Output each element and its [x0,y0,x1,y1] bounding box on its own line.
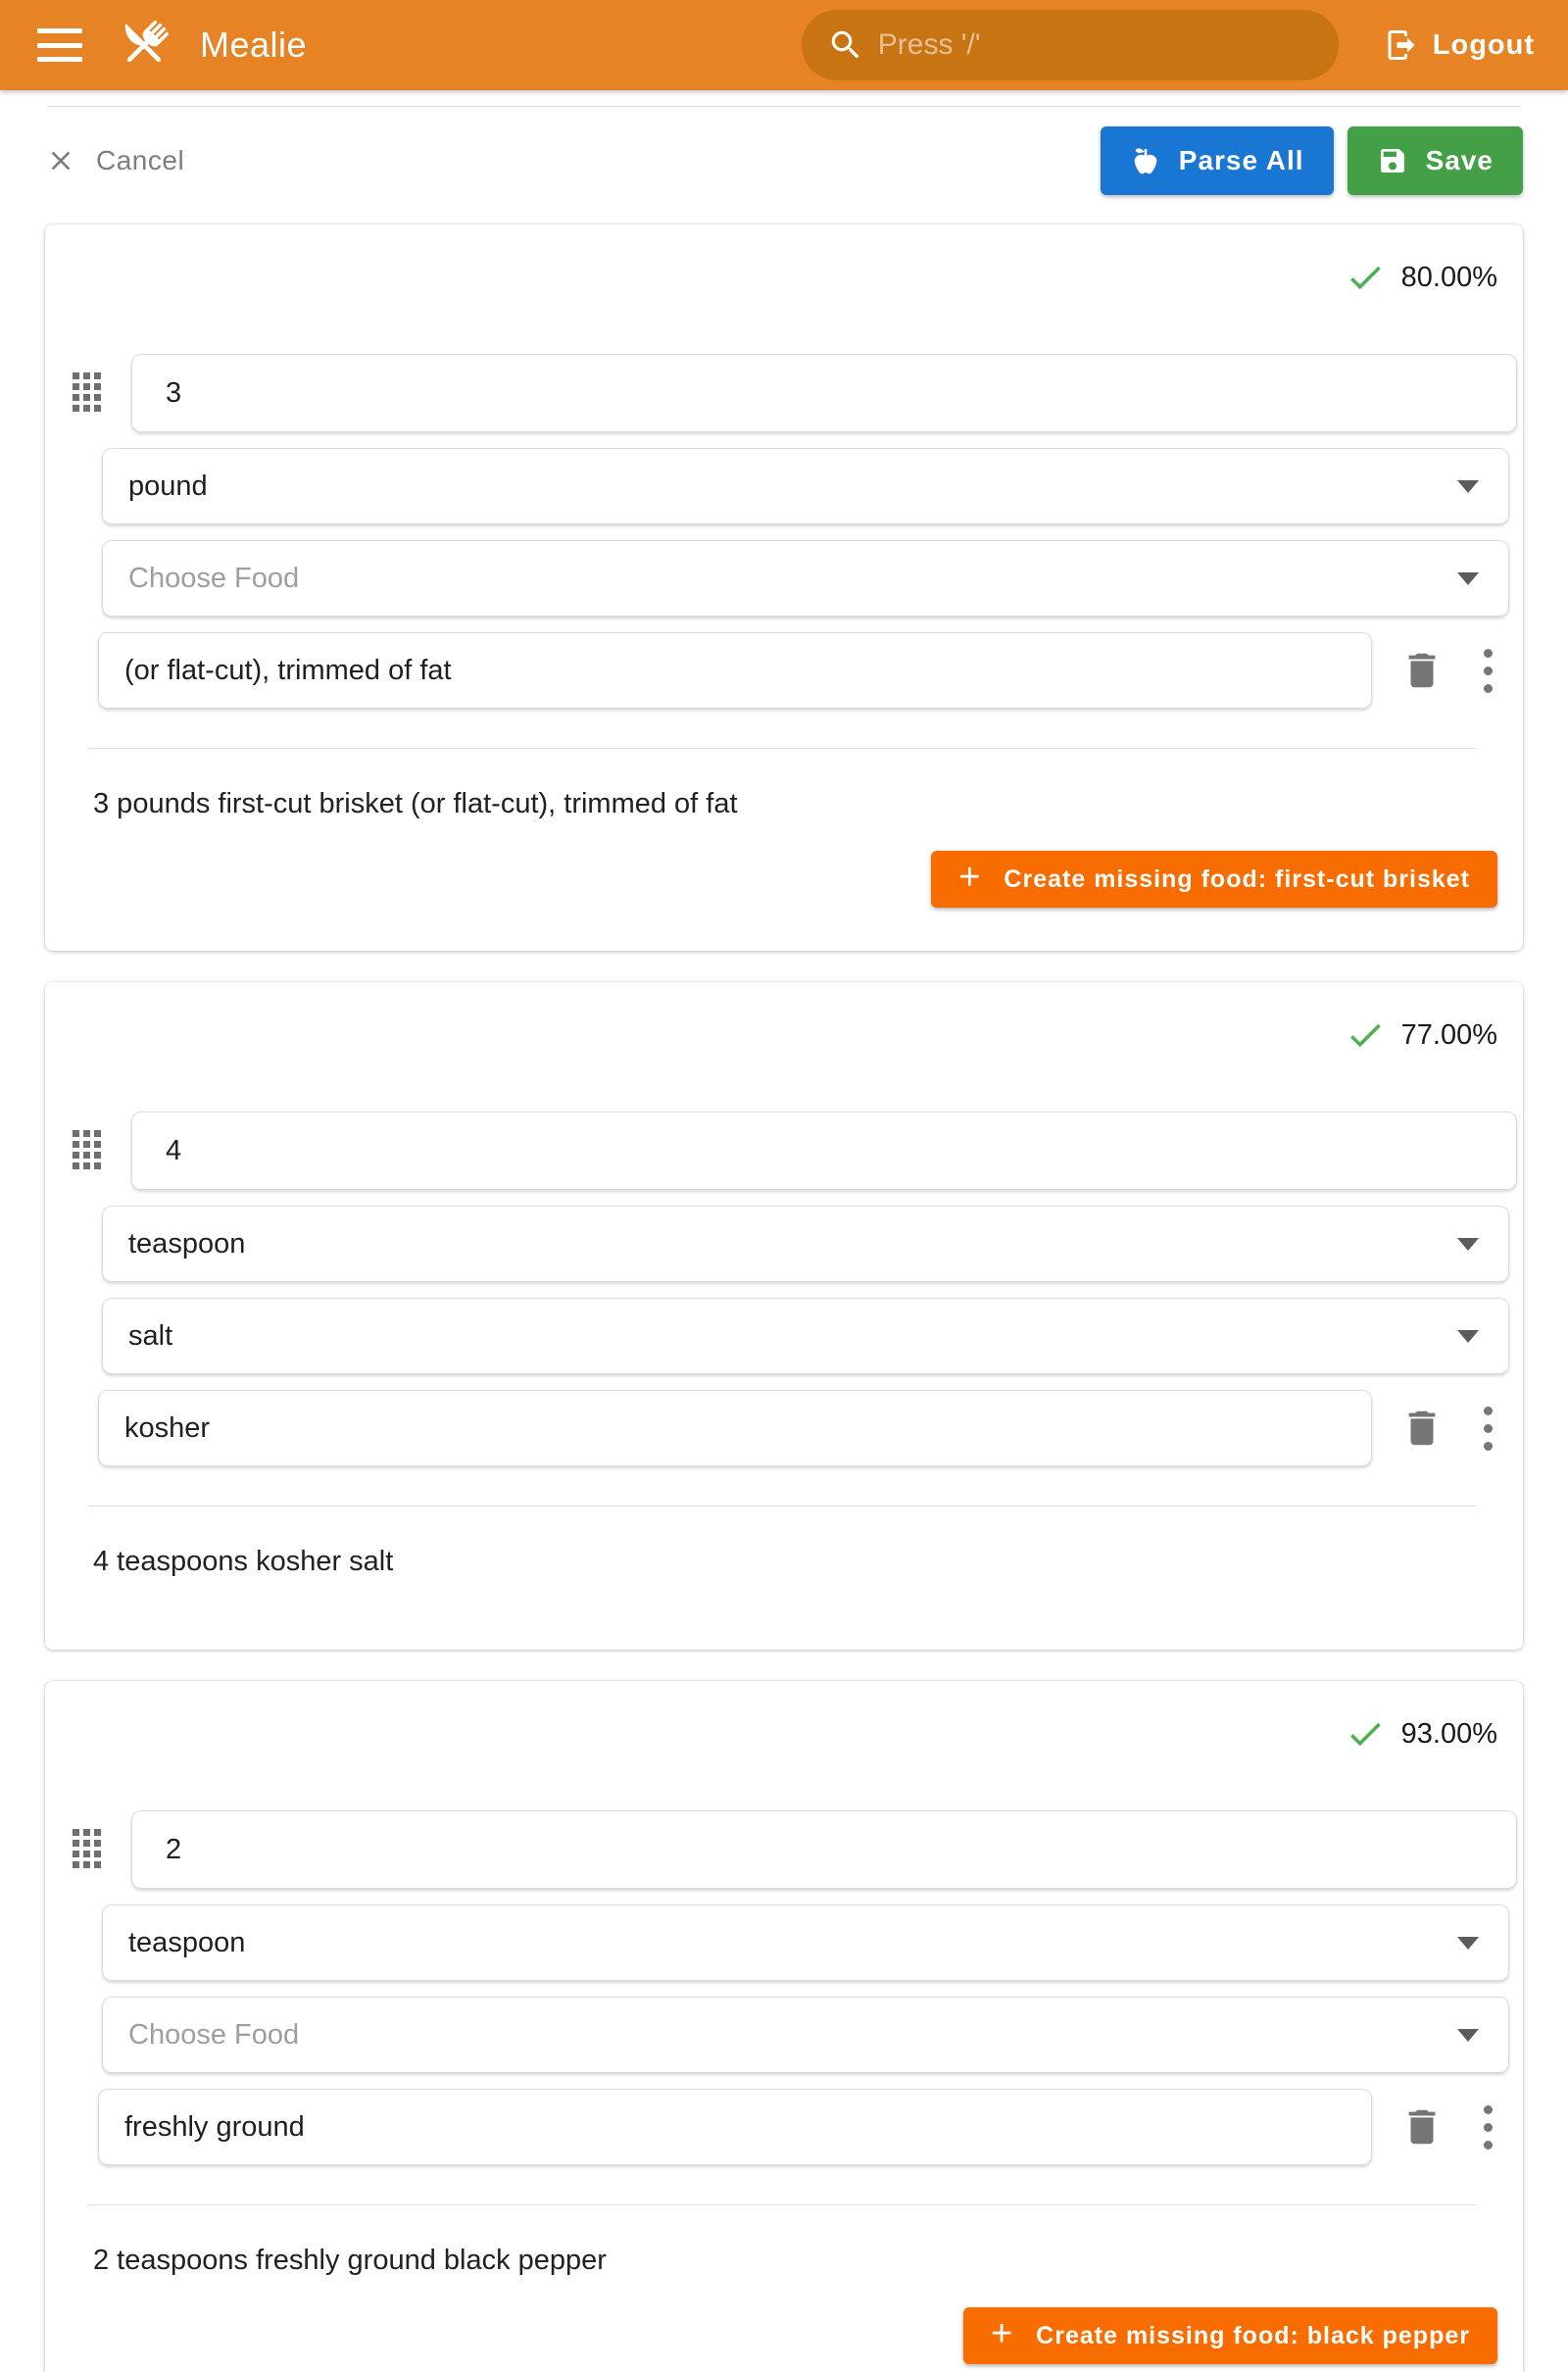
logout-icon [1384,27,1419,63]
save-icon [1377,145,1408,176]
parse-all-label: Parse All [1178,145,1304,175]
confidence-percent: 77.00% [1400,1018,1497,1051]
unit-select[interactable] [102,1904,1509,1981]
unit-value: teaspoon [128,1227,246,1260]
notes-row [98,632,1523,709]
parser-page [0,90,1568,2372]
quantity-row [73,1810,1517,1889]
unit-value: pound [128,469,208,502]
original-ingredient-text: 4 teaspoons kosher salt [93,1546,394,1577]
unit-select[interactable] [102,448,1509,524]
notes-row [98,1390,1523,1466]
food-select[interactable] [102,1298,1509,1374]
logout-label: Logout [1432,28,1535,61]
confidence-row [45,224,1523,297]
parser-toolbar [45,126,1523,195]
food-value: Choose Food [128,2018,300,2051]
save-button[interactable] [1348,126,1523,195]
divider [47,106,1521,107]
trash-icon[interactable] [1399,648,1445,693]
original-ingredient-text: 3 pounds first-cut brisket (or flat-cut), trimmed of fat [93,788,738,819]
close-icon [45,145,76,176]
create-missing-food-button[interactable] [963,2307,1497,2364]
original-ingredient-text: 2 teaspoons freshly ground black pepper [93,2245,607,2276]
confidence-percent: 93.00% [1400,1717,1497,1750]
cancel-label: Cancel [96,145,185,175]
chevron-down-icon [1457,1937,1479,1950]
trash-icon[interactable] [1399,1406,1445,1451]
search-input[interactable] [878,28,1313,62]
search-icon [827,26,864,64]
create-row [45,2307,1497,2364]
notes-input[interactable] [98,632,1372,709]
notes-input[interactable] [98,1390,1372,1466]
create-row [45,851,1497,908]
ingredient-card [45,224,1523,951]
chevron-down-icon [1457,2029,1479,2042]
quantity-input[interactable] [131,354,1517,432]
chevron-down-icon [1457,572,1479,585]
ingredient-cards [0,224,1568,2372]
divider [88,2204,1476,2205]
logout-button[interactable] [1384,27,1535,63]
drag-handle-icon[interactable] [73,1829,104,1870]
kebab-menu-icon[interactable] [1480,2101,1496,2153]
confidence-percent: 80.00% [1400,261,1497,293]
chevron-down-icon [1457,1238,1479,1251]
cancel-button[interactable] [45,145,184,176]
ingredient-card [45,982,1523,1650]
create-missing-food-label: Create missing food: first-cut brisket [1004,865,1470,893]
quantity-input[interactable] [131,1112,1517,1190]
quantity-input[interactable] [131,1810,1517,1889]
confidence-row [45,982,1523,1055]
confidence-row [45,1681,1523,1754]
food-value: Choose Food [128,562,300,594]
quantity-row [73,1112,1517,1190]
check-icon [1345,1713,1386,1754]
drag-handle-icon[interactable] [73,372,104,414]
parse-all-button[interactable] [1101,126,1334,195]
create-missing-food-label: Create missing food: black pepper [1036,2321,1470,2349]
check-icon [1345,1014,1386,1056]
plus-icon: + [990,2313,1013,2354]
kebab-menu-icon[interactable] [1480,1403,1496,1455]
unit-value: teaspoon [128,1926,246,1958]
divider [88,748,1476,749]
food-value: salt [128,1319,173,1352]
plus-icon: + [958,857,981,898]
create-missing-food-button[interactable] [931,851,1497,908]
chevron-down-icon [1457,1330,1479,1343]
search-bar[interactable] [802,10,1339,80]
quantity-row [73,354,1517,432]
menu-icon[interactable] [37,28,82,62]
divider [88,1506,1476,1507]
notes-input[interactable] [98,2089,1372,2165]
app-title: Mealie [200,25,308,65]
food-select[interactable] [102,1997,1509,2073]
check-icon [1345,257,1386,298]
notes-row [98,2089,1523,2165]
unit-select[interactable] [102,1206,1509,1282]
ingredient-card [45,1681,1523,2372]
parse-icon [1130,145,1161,176]
trash-icon[interactable] [1399,2104,1445,2150]
save-label: Save [1425,145,1494,175]
logo-icon [110,11,178,79]
drag-handle-icon[interactable] [73,1130,104,1171]
app-header [0,0,1568,90]
chevron-down-icon [1457,480,1479,493]
kebab-menu-icon[interactable] [1480,645,1496,697]
food-select[interactable] [102,540,1509,617]
